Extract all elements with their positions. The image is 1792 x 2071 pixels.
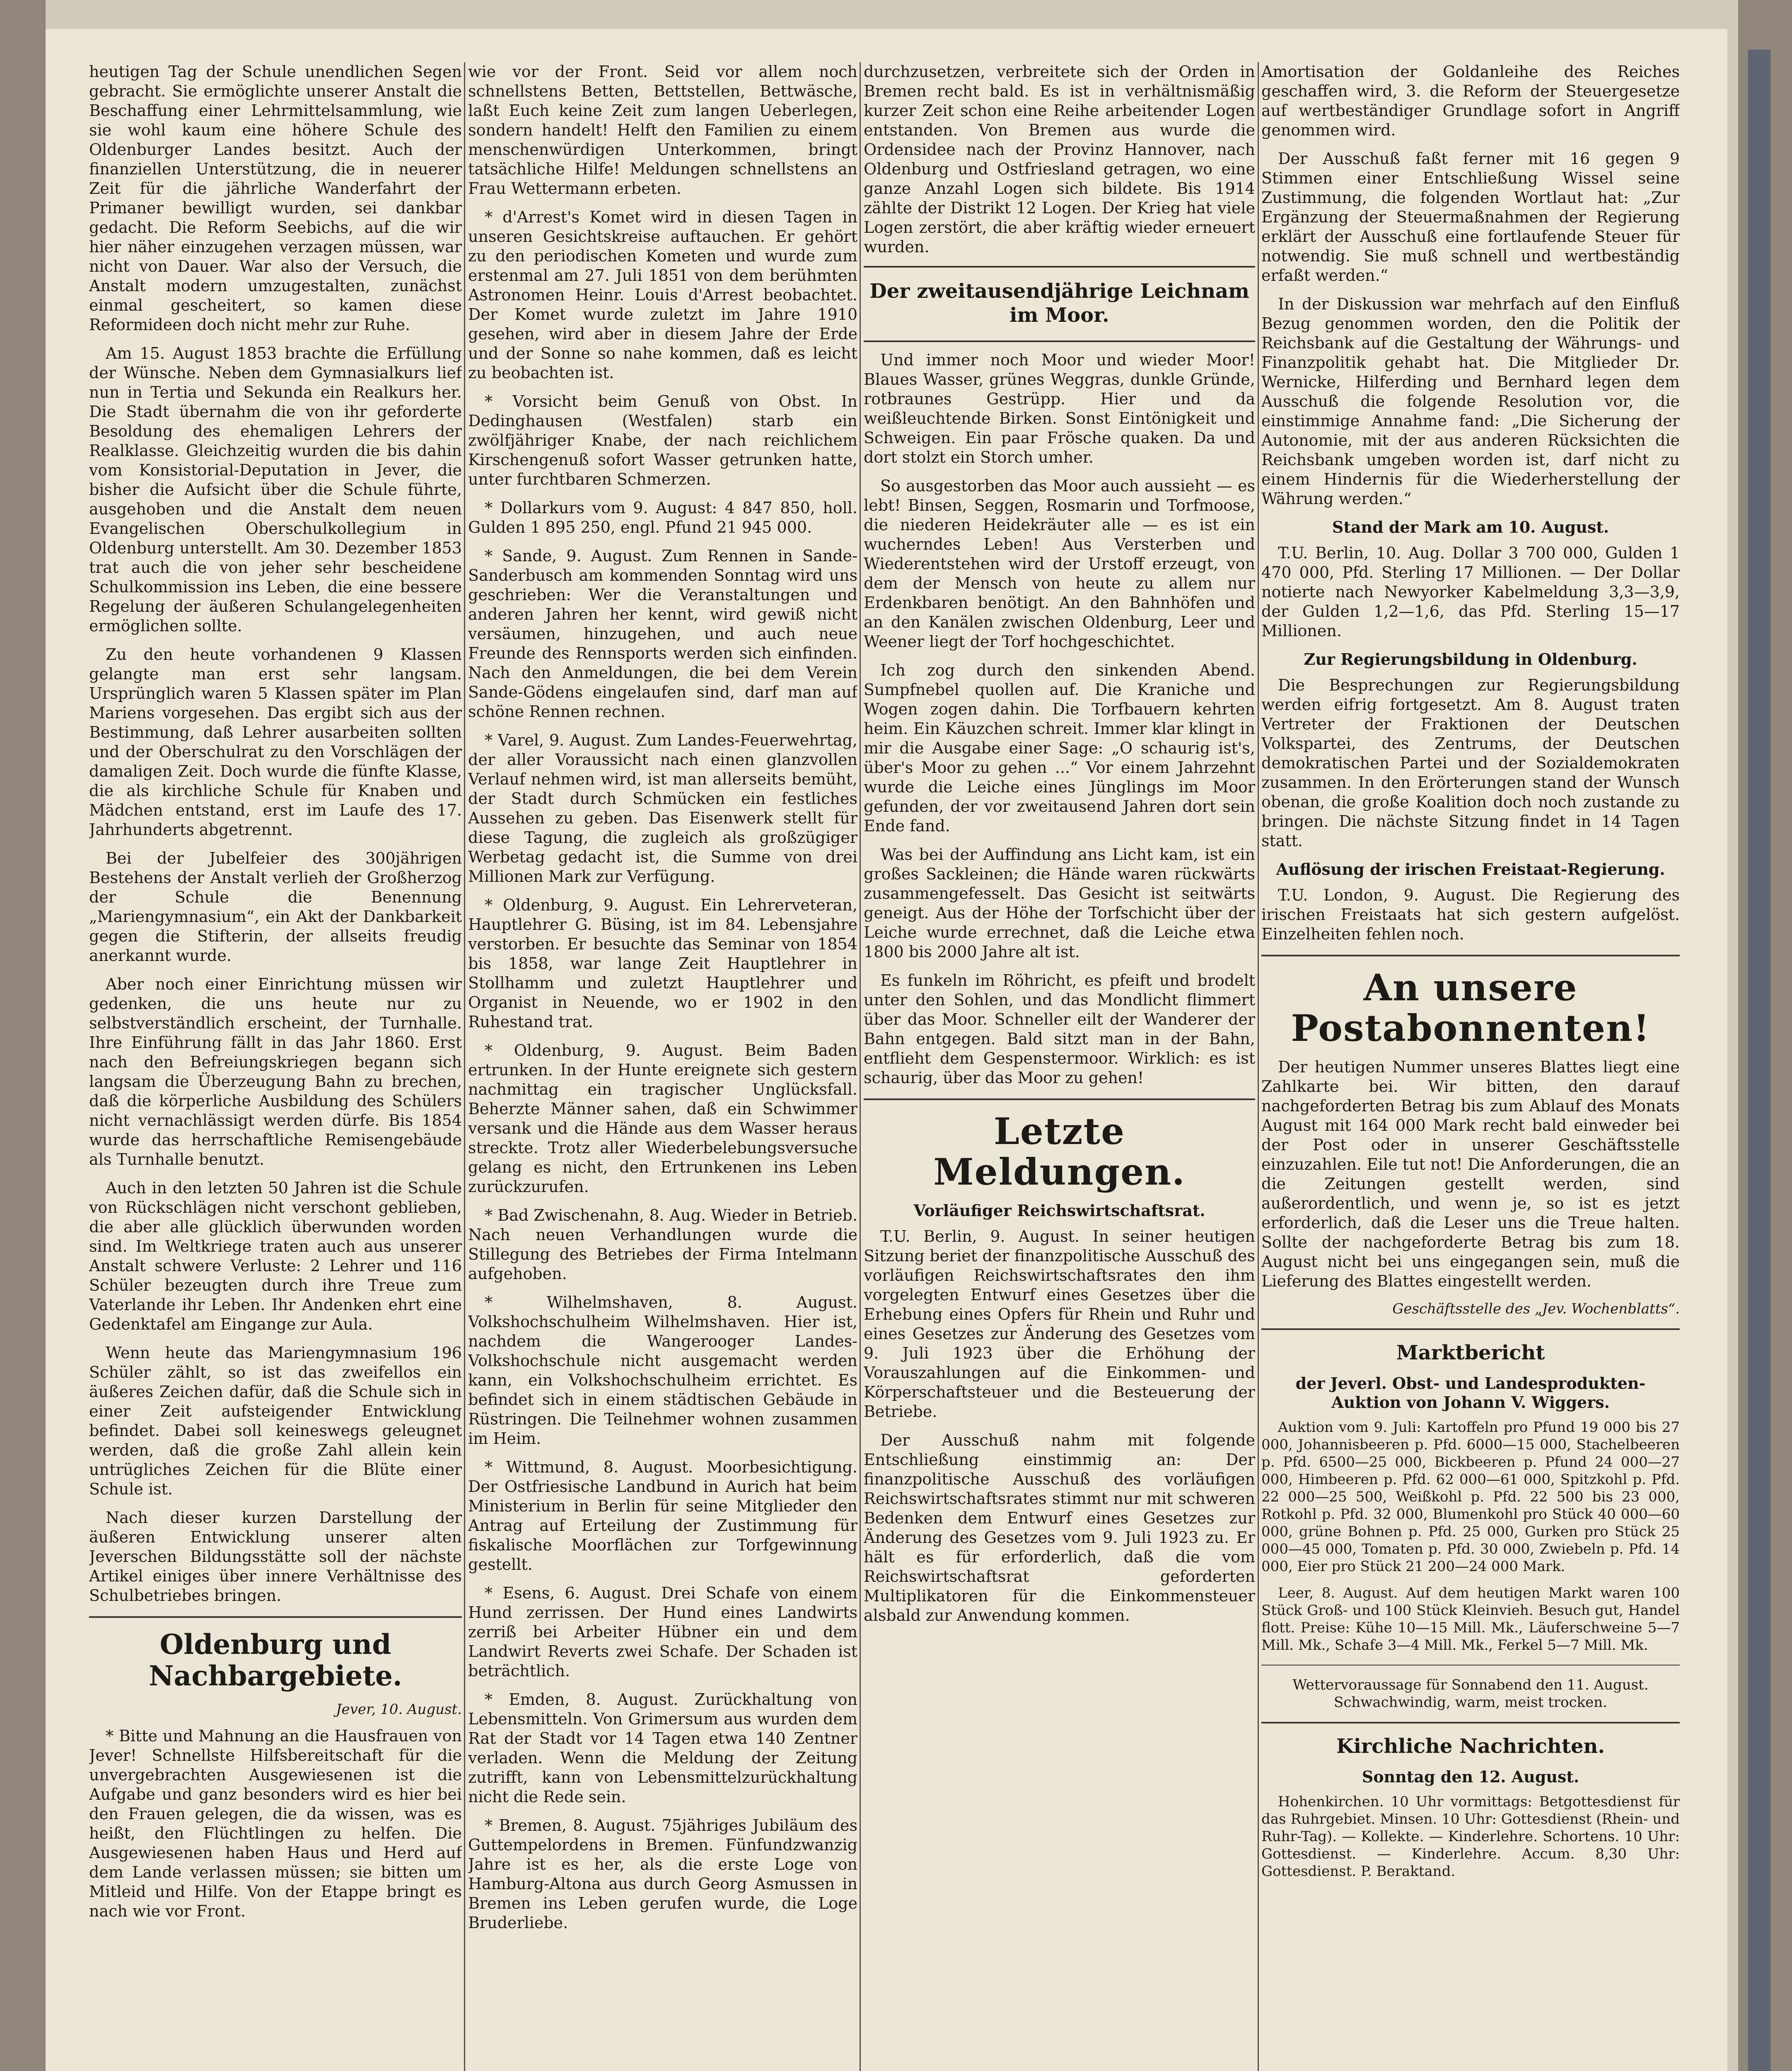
news-item: * d'Arrest's Komet wird in diesen Tagen in unseren Gesichtskreise auftauchen. Er gehört zu den periodischen Kometen und wurde zum erstenmal am 27. Juli 1851 von dem berühmten Astronomen Heinr. Louis d'Arrest beobachtet. Der Komet wurde zuletzt im Jahre 1910 gesehen, wird aber in diesem Jahre der Erde und der Sonne so nahe kommen, daß es leicht zu beobachten ist. <box>468 208 857 382</box>
church-listing: Hohenkirchen. 10 Uhr vormittags: Betgottesdienst für das Ruhrgebiet. Minsen. 10 Uhr: Gottesdienst (Rhein- und Ruhr-Tag). — Kollekte. — Kinderlehre. Schortens. 10 Uhr: Gottesdienst. — Kinderlehre. Accum. 8,30 Uhr: Gottesdienst. P. Beraktand. <box>1261 1793 1680 1880</box>
article-paragraph: Am 15. August 1853 brachte die Erfüllung der Wünsche. Neben dem Gymnasialkurs lief nun in Tertia und Sekunda ein Realkurs her. Die Stadt übernahm die von ihr geforderte Besoldung des ehemaligen Lehrers der Realklasse. Gleichzeitig wurden die bis dahin vom Konsistorial-Deputation in Jever, die bisher die Aufsicht über die Schule führte, ausgehoben und die Anstalt dem neuen Evangelischen Oberschulkollegium in Oldenburg unterstellt. Am 30. Dezember 1853 trat auch die von jeher sehr bescheidene Schulkommission ins Leben, die eine bessere Regelung der äußeren Schulangelegenheiten ermöglichen sollte. <box>89 344 462 635</box>
news-item: * Bad Zwischenahn, 8. Aug. Wieder in Betrieb. Nach neuen Verhandlungen wurde die Stillegung des Betriebes der Firma Intelmann aufgehoben. <box>468 1206 857 1283</box>
column-2 <box>468 62 857 2071</box>
headline-post-subscribers: An unsere Postabonnenten! <box>1291 966 1650 1050</box>
article-paragraph: heutigen Tag der Schule unendlichen Segen gebracht. Sie ermöglichte unserer Anstalt die Beschaffung einer Lehrmittelsammlung, wie sie wohl kaum eine höhere Schule des Oldenburger Landes besitzt. Auch der finanziellen Unterstützung, die in neuerer Zeit für die jährliche Wanderfahrt der Primaner bewilligt wurden, sei dankbar gedacht. Die Reform Seebichs, auf die wir hier näher einzugehen verzagen müssen, war nicht von Dauer. War also der Versuch, die Anstalt modern umzugestalten, zunächst einmal gescheitert, so kamen diese Reformideen doch nicht mehr zur Ruhe. <box>89 63 462 334</box>
subheading-government: Zur Regierungsbildung in Oldenburg. <box>1304 650 1637 669</box>
article-paragraph: wie vor der Front. Seid vor allem noch schnellstens Betten, Bettstellen, Bettwäsche, laßt Euch keine Zeit zum langen Ueberlegen, sondern handelt! Helft den Familien zu einem menschenwürdigen Unterkommen, bringt tatsächliche Hilfe! Meldungen schnellstens an Frau Wettermann erbeten. <box>468 63 857 198</box>
article-paragraph: Der Ausschuß faßt ferner mit 16 gegen 9 Stimmen einer Entschließung Wissel seine Zustimmung, die folgenden Wortlaut hat: „Zur Ergänzung der Steuermaßnahmen der Regierung erklärt der Ausschuß eine fortlaufende Steuer für notwendig. Sie muß schnell und wertbeständig erfaßt werden.“ <box>1261 150 1680 285</box>
news-item: * Varel, 9. August. Zum Landes-Feuerwehrtag, der aller Voraussicht nach einen glanzvollen Verlauf nehmen wird, ist man allerseits bemüht, der Stadt durch Schmücken ein festliches Aussehen zu geben. Das Eisenwerk stellt für diese Tagung, die zugleich als großzügiger Werbetag gedacht ist, die Summe von drei Millionen Mark zur Verfügung. <box>468 731 857 886</box>
column-rule <box>1258 62 1259 2071</box>
article-paragraph: durchzusetzen, verbreitete sich der Orden in Bremen recht bald. Es ist in verhältnismäßig kurzer Zeit schon eine Reihe arbeitender Logen entstanden. Von Bremen aus wurde die Ordensidee nach der Provinz Hannover, nach Oldenburg und Ostfriesland getragen, wo eine ganze Anzahl Logen sich bildete. Bis 1914 zählte der Distrikt 12 Logen. Der Krieg hat viele Logen zerstört, die aber kräftig wieder erneuert wurden. <box>864 63 1255 256</box>
article-paragraph: Der Ausschuß nahm mit folgende Entschließung einstimmig an: Der finanzpolitische Ausschuß des vorläufigen Reichswirtschaftsrates stimmt nur mit schweren Bedenken dem Entwurf eines Gesetzes zur Änderung des Gesetzes vom 9. Juli 1923 zu. Er hält es für erforderlich, daß die vom Reichswirtschaftsrat geforderten Multiplikatoren für die Einkommensteuer alsbald zur Anwendung kommen. <box>864 1431 1255 1624</box>
article-paragraph: * Bitte und Mahnung an die Hausfrauen von Jever! Schnellste Hilfsbereitschaft für die unvergebrachten Ausgewiesenen ist die Aufgabe und ganz besonders wird es hier bei den Frauen gelegen, die da wissen, was es heißt, den Flüchtlingen zu helfen. Die Ausgewiesenen haben Haus und Herd auf dem Lande verlassen müssen; sie bitten um Mitleid und Hilfe. Von der Etappe bringt es nach wie vor Front. <box>89 1727 462 1920</box>
column-3 <box>864 62 1255 2071</box>
article-paragraph: Was bei der Auffindung ans Licht kam, ist ein großes Sackleinen; die Hände waren rückwärts zusammengefesselt. Das Gesicht ist seitwärts geneigt. Aus der Höhe der Torfschicht über der Leiche wurde errechnet, daß die Leiche etwa 1800 bis 2000 Jahre alt ist. <box>864 845 1255 961</box>
headline-market-report: Marktbericht <box>1396 1341 1545 1364</box>
article-paragraph: T.U. London, 9. August. Die Regierung des irischen Freistaats hat sich gestern aufgelöst. Einzelheiten fehlen noch. <box>1261 886 1680 943</box>
news-item: * Dollarkurs vom 9. August: 4 847 850, holl. Gulden 1 895 250, engl. Pfund 21 945 000. <box>468 499 857 536</box>
article-paragraph: T.U. Berlin, 9. August. In seiner heutigen Sitzung beriet der finanzpolitische Ausschuß des vorläufigen Reichswirtschaftsrates den ihm vorgelegten Entwurf eines Gesetzes über die Erhebung eines Opfers für Rhein und Ruhr und eines Gesetzes zur Änderung des Gesetzes vom 9. Juli 1923 über die Erhöhung der Vorauszahlungen auf die Einkommen- und Körperschaftsteuer und die Besteuerung der Betriebe. <box>864 1227 1255 1421</box>
weather-forecast: Wettervoraussage für Sonnabend den 11. August. Schwachwindig, warm, meist trocken. <box>1292 1677 1649 1711</box>
article-paragraph: Auch in den letzten 50 Jahren ist die Schule von Rückschlägen nicht verschont geblieben, die aber alle glücklich überwunden worden sind. Im Weltkriege traten auch aus unserer Anstalt schwere Verluste: 2 Lehrer und 116 Schüler bezeugten durch ihre Treue zum Vaterlande ihr Leben. Ihr Andenken ehrt eine Gedenktafel am Eingange zur Aula. <box>89 1179 462 1333</box>
news-item: * Emden, 8. August. Zurückhaltung von Lebensmitteln. Von Grimersum aus wurden dem Rat der Stadt vor 14 Tagen etwa 140 Zentner verladen. Wenn die Meldung der Zeitung zutrifft, kann von Lebensmittelzurückhaltung nicht die Rede sein. <box>468 1690 857 1806</box>
headline-church-news: Kirchliche Nachrichten. <box>1336 1735 1605 1758</box>
article-paragraph: Aber noch einer Einrichtung müssen wir gedenken, die uns heute nur zu selbstverständlich erscheint, der Turnhalle. Ihre Einführung fällt in das Jahr 1860. Erst nach den Befreiungskriegen begann sich langsam die Überzeugung Bahn zu brechen, daß die körperliche Ausbildung des Schülers nicht vernachlässigt werden dürfe. Bis 1854 wurde das herrschaftliche Remisengebäude als Turnhalle benutzt. <box>89 975 462 1168</box>
news-item: * Oldenburg, 9. August. Beim Baden ertrunken. In der Hunte ereignete sich gestern nachmittag ein tragischer Unglücksfall. Beherzte Männer sahen, daß ein Schwimmer versank und die Hände aus dem Wasser heraus streckte. Trotz aller Wiederbelebungsversuche gelang es nicht, den Ertrunkenen ins Leben zurückzurufen. <box>468 1041 857 1196</box>
article-paragraph: Zu den heute vorhandenen 9 Klassen gelangte man erst sehr langsam. Ursprünglich waren 5 Klassen später im Plan Mariens vorgesehen. Das ergibt sich aus der Bestimmung, daß Lehrer ausarbeiten sollten und der Oberschulrat zu den Vorschlägen der damaligen Zeit. Doch wurde die fünfte Klasse, die als kirchliche Schule für Knaben und Mädchen entstand, erst im Laufe des 17. Jahrhunderts abgetrennt. <box>89 645 462 839</box>
article-paragraph: So ausgestorben das Moor auch aussieht — es lebt! Binsen, Seggen, Rosmarin und Torfmoose, die niederen Heidekräuter alle — es ist ein wucherndes Leben! Aus Versterben und Wiederentstehen wird der Urstoff erzeugt, von dem der Mensch von heute zu allem nur Erdenkbaren benötigt. An den Bahnhöfen und an den Kanälen zwischen Oldenburg, Leer und Weener liegt der Torf hochgeschichtet. <box>864 477 1255 651</box>
news-item: * Esens, 6. August. Drei Schafe von einem Hund zerrissen. Der Hund eines Landwirts zerriß bei Arbeiter Hübner ein und dem Landwirt Reverts zwei Schafe. Der Schaden ist beträchtlich. <box>468 1584 857 1680</box>
article-paragraph: Wenn heute das Mariengymnasium 196 Schüler zählt, so ist das zweifellos ein äußeres Zeichen dafür, daß die Schule sich in einer Zeit aufsteigender Entwicklung befindet. Dabei soll keineswegs geleugnet werden, daß die große Zahl allein kein untrügliches Zeichen für die Blüte einer Schule ist. <box>89 1344 462 1498</box>
article-paragraph: Es funkeln im Röhricht, es pfeift und brodelt unter den Sohlen, und das Mondlicht flimmert über das Moor. Schneller eilt der Wanderer der Bahn entgegen. Bald sitzt man in der Bahn, entflieht dem Gespenstermoor. Wirklich: es ist schaurig, über das Moor zu gehen! <box>864 971 1255 1087</box>
market-prices: Auktion vom 9. Juli: Kartoffeln pro Pfund 19 000 bis 27 000, Johannisbeeren p. Pfd. 6000—15 000, Stachelbeeren p. Pfd. 6500—25 000, Bickbeeren p. Pfund 24 000—27 000, Himbeeren p. Pfd. 62 000—61 000, Spitzkohl p. Pfd. 22 000—25 500, Weißkohl p. Pfd. 22 500 bis 23 000, Rotkohl p. Pfd. 32 000, Blumenkohl pro Stück 40 000—60 000, grüne Bohnen p. Pfd. 25 000, Gurken pro Stück 25 000—45 000, Tomaten p. Pfd. 30 000, Zwiebeln p. Pfd. 14 000, Eier pro Stück 21 200—24 000 Mark. <box>1261 1419 1680 1575</box>
article-paragraph: Nach dieser kurzen Darstellung der äußeren Entwicklung unserer alten Jeverschen Bildungsstätte soll der nächste Artikel einiges über innere Verhältnisse des Schulbetriebes bringen. <box>89 1509 462 1605</box>
subheading-mark: Stand der Mark am 10. August. <box>1332 518 1609 536</box>
article-paragraph: Der heutigen Nummer unseres Blattes liegt eine Zahlkarte bei. Wir bitten, den darauf nachgeforderten Betrag bis zum Ablauf des Monats August mit 164 000 Mark recht bald einweder bei der Post oder in unserer Geschäftsstelle einzuzahlen. Eile tut not! Die Anforderungen, die an die Zeitungen gestellt werden, sind außerordentlich, und wenn je, so ist es jetzt erforderlich, daß die Leser uns die Treue halten. Sollte der nachgeforderte Betrag bis zum 18. August nicht bei uns eingegangen sein, muß die Lieferung des Blattes eingestellt werden. <box>1261 1058 1680 1290</box>
article-paragraph: In der Diskussion war mehrfach auf den Einfluß Bezug genommen worden, den die Politik der Reichsbank auf die Gestaltung der Währungs- und Finanzpolitik gehabt hat. Die Mitglieder Dr. Wernicke, Hilferding und Bernhard legen dem Ausschuß die folgende Resolution vor, die einstimmige Annahme fand: „Die Sicherung der Autonomie, mit der aus anderen Rücksichten die Reichsbank umgeben worden ist, darf nicht zu einem Hindernis für die Wiederherstellung der Währung werden.“ <box>1261 295 1680 508</box>
column-rule <box>464 62 465 2071</box>
market-prices: Leer, 8. August. Auf dem heutigen Markt waren 100 Stück Groß- und 100 Stück Kleinvieh. Besuch gut, Handel flott. Preise: Kühe 10—15 Mill. Mk., Läuferschweine 5—7 Mill. Mk., Schafe 3—4 Mill. Mk., Ferkel 5—7 Mill. Mk. <box>1261 1585 1680 1653</box>
section-divider <box>1261 955 1680 956</box>
news-item: * Vorsicht beim Genuß von Obst. In Dedinghausen (Westfalen) starb ein zwölfjähriger Knabe, der nach reichlichem Kirschengenuß sofort Wasser getrunken hatte, unter furchtbaren Schmerzen. <box>468 392 857 488</box>
subheading: Sonntag den 12. August. <box>1362 1767 1579 1786</box>
section-heading-region: Oldenburg und Nachbargebiete. <box>149 1628 402 1692</box>
headline-latest-news: Letzte Meldungen. <box>933 1110 1186 1193</box>
article-paragraph: Bei der Jubelfeier des 300jährigen Bestehens der Anstalt verlieh der Großherzog der Schule die Benennung „Mariengymnasium“, ein Akt der Dankbarkeit gegen die Stifterin, der allseits freudig anerkannt wurde. <box>89 849 462 965</box>
news-item: * Wittmund, 8. August. Moorbesichtigung. Der Ostfriesische Landbund in Aurich hat beim Ministerium in Berlin für seine Mitglieder den Antrag auf Erteilung der Zustimmung für fiskalische Moorflächen zur Torfgewinnung gestellt. <box>468 1458 857 1574</box>
section-divider <box>864 1098 1255 1100</box>
article-paragraph: T.U. Berlin, 10. Aug. Dollar 3 700 000, Gulden 1 470 000, Pfd. Sterling 17 Millionen. — Der Dollar notierte nach Newyorker Kabelmeldung 3,3—3,9, der Gulden 1,2—1,6, das Pfd. Sterling 15—17 Millionen. <box>1261 544 1680 640</box>
scanner-margin <box>1738 0 1792 2071</box>
section-divider <box>1261 1328 1680 1330</box>
article-paragraph: Die Besprechungen zur Regierungsbildung werden eifrig fortgesetzt. Am 8. August traten Vertreter der Fraktionen der Deutschen Volkspartei, des Zentrums, der Deutschen demokratischen Partei und der Sozialdemokraten zusammen. In den Erörterungen stand der Wunsch obenan, die große Koalition doch noch zustande zu bringen. Die nächste Sitzung findet in 14 Tagen statt. <box>1261 676 1680 850</box>
subheading: Vorläufiger Reichswirtschaftsrat. <box>913 1201 1205 1220</box>
dateline: Jever, 10. August. <box>336 1701 462 1718</box>
column-4 <box>1261 62 1680 2071</box>
article-paragraph: Ich zog durch den sinkenden Abend. Sumpfnebel quollen auf. Die Kraniche und Wogen zogen dahin. Die Torfbauern kehrten heim. Ein Käuzchen schreit. Immer klar klingt in mir die Ausgabe einer Sage: „O schaurig ist's, über's Moor zu gehen ...“ Vor einem Jahrzehnt wurde die Leiche eines Jünglings im Moor gefunden, der vor zweitausend Jahren dort sein Ende fand. <box>864 661 1255 835</box>
column-1 <box>89 62 462 2071</box>
news-item: * Wilhelmshaven, 8. August. Volkshochschulheim Wilhelmshaven. Hier ist, nachdem die Wangerooger Landes-Volkshochschule nicht ausgemacht werden kann, ein Volkshochschulheim errichtet. Es befindet sich in einem städtischen Gebäude in Rüstringen. Die Teilnehmer wohnen zusammen im Heim. <box>468 1293 857 1448</box>
subheading-irish: Auflösung der irischen Freistaat-Regierung. <box>1276 860 1665 879</box>
section-divider <box>89 1616 462 1618</box>
column-rule <box>860 62 861 2071</box>
news-item: * Sande, 9. August. Zum Rennen in Sande-Sanderbusch am kommenden Sonntag wird uns geschrieben: Wer die Veranstaltungen und anderen Jahren her kennt, wird gewiß nicht versäumen, hinzugehen, und auch neue Freunde des Rennsports werden sich einfinden. Nach den Anmeldungen, die bei dem Verein Sande-Gödens eingelaufen sind, darf man auf schöne Rennen rechnen. <box>468 547 857 721</box>
article-paragraph: Und immer noch Moor und wieder Moor! Blaues Wasser, grünes Weggras, dunkle Gründe, rotbraunes Gestrüpp. Hier und da weißleuchtende Birken. Sonst Eintönigkeit und Schweigen. Ein paar Frösche quaken. Da und dort stolzt ein Storch umher. <box>864 351 1255 466</box>
signature: Geschäftsstelle des „Jev. Wochenblatts“. <box>1392 1301 1680 1317</box>
section-divider <box>1261 1722 1680 1723</box>
article-paragraph: Amortisation der Goldanleihe des Reiches geschaffen wird, 3. die Reform der Steuergesetze auf wertbeständiger Grundlage sofort in Angriff genommen wird. <box>1261 63 1680 139</box>
headline-box <box>864 266 1255 342</box>
news-item: * Oldenburg, 9. August. Ein Lehrerveteran, Hauptlehrer G. Büsing, ist im 84. Lebensjahre verstorben. Er besuchte das Seminar von 1854 bis 1858, war lange Zeit Hauptlehrer in Stollhamm und zuletzt Hauptlehrer und Organist in Neuende, wo er 1902 in den Ruhestand trat. <box>468 896 857 1031</box>
headline-moor-corpse: Der zweitausendjährige Leichnam im Moor. <box>869 280 1249 327</box>
previous-page-edge <box>0 0 46 2071</box>
news-item: * Bremen, 8. August. 75jähriges Jubiläum des Guttempelordens in Bremen. Fünfundzwanzig Jahre ist es her, als die erste Loge von Hamburg-Altona aus durch Georg Asmussen in Bremen ins Leben gerufen wurde, die Loge Bruderliebe. <box>468 1816 857 1932</box>
scanner-strip <box>1748 50 1770 2071</box>
subheading: der Jeverl. Obst- und Landesprodukten-Auktion von Johann V. Wiggers. <box>1295 1374 1646 1412</box>
